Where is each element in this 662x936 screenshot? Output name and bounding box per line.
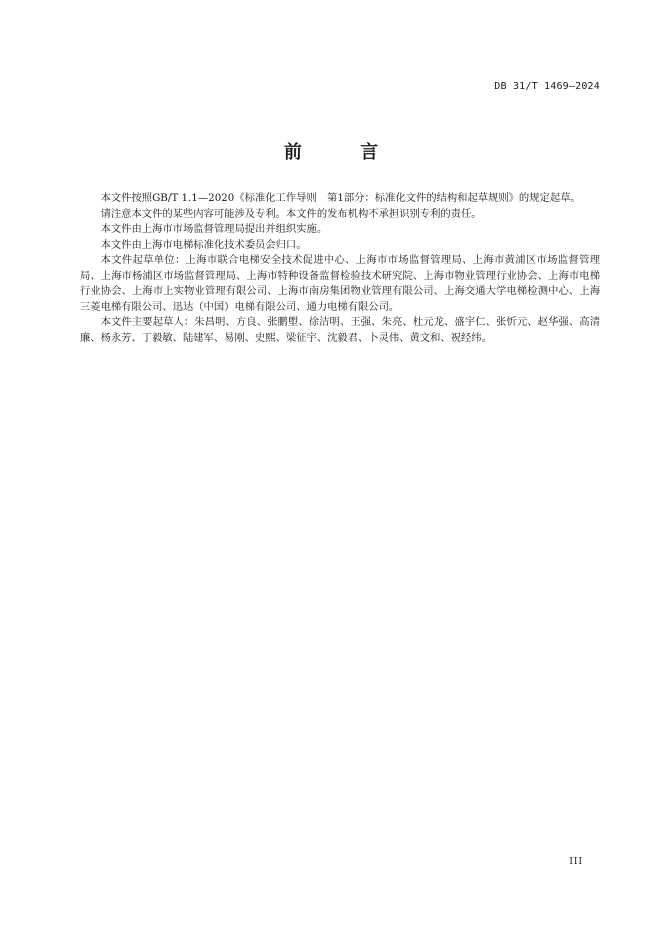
paragraph-proposer: 本文件由上海市市场监督管理局提出并组织实施。 <box>100 223 328 235</box>
paragraph-drafting-basis: 本文件按照GB/T 1.1—2020《标准化工作导则 第1部分：标准化文件的结构和起草规则》的规定起草。 <box>100 192 581 204</box>
document-code: DB 31/T 1469—2024 <box>494 81 600 92</box>
paragraph-patent-notice: 请注意本文件的某些内容可能涉及专利。本文件的发布机构不承担识别专利的责任。 <box>100 207 482 220</box>
paragraph-drafting-units: 本文件起草单位：上海市联合电梯安全技术促进中心、上海市市场监督管理局、上海市黄浦区市场监督管理局、上海市杨浦区市场监督管理局、上海市特种设备监督检验技术研究院、上海市物业管理行业协会、上海市电梯行业协会、上海市上实物业管理有限公司、上海市南房集团物业管理有限公司、上海交通大学电梯检测中心、上海三菱电梯有限公司、迅达（中国）电梯有限公司、通力电梯有限公司。 <box>80 254 600 313</box>
foreword-body <box>80 191 600 346</box>
page-number: III <box>569 857 583 867</box>
section-title: 前 言 <box>283 142 405 163</box>
paragraph-main-drafters: 本文件主要起草人：朱昌明、方良、张鹏塱、徐洁明、王强、朱亮、杜元龙、盛宇仁、张忻元、赵华强、高清廉、杨永芳、丁毅敏、陆建军、易刚、史熙、梁征宇、沈毅君、卜灵伟、黄文和、祝经纬。 <box>80 316 600 344</box>
paragraph-centralized-by: 本文件由上海市电梯标准化技术委员会归口。 <box>100 238 307 251</box>
